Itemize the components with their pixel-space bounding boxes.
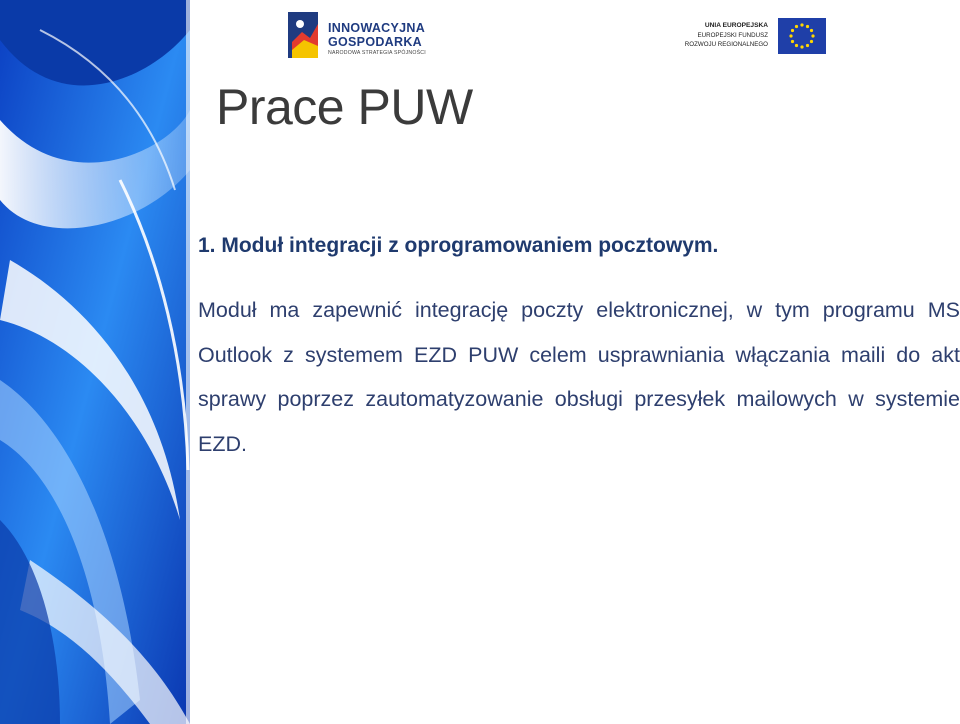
left-logo-line1: INNOWACYJNA — [328, 21, 426, 35]
innovative-economy-logo — [288, 12, 448, 60]
left-logo-line3: NARODOWA STRATEGIA SPÓJNOŚCI — [328, 50, 426, 56]
blue-swirl-decoration — [0, 0, 190, 724]
eu-logo — [684, 16, 826, 56]
right-logo-line1: UNIA EUROPEJSKA — [704, 22, 768, 29]
right-logo-line3: ROZWOJU REGIONALNEGO — [684, 41, 768, 48]
left-logo-line2: GOSPODARKA — [328, 35, 422, 49]
eu-flag-icon — [778, 18, 826, 54]
slide-title: Prace PUW — [216, 79, 473, 135]
right-logo-line2: EUROPEJSKI FUNDUSZ — [697, 32, 768, 39]
innovative-economy-logo-icon — [288, 12, 322, 58]
body-paragraph: Moduł ma zapewnić integrację poczty elektronicznej, w tym programu MS Outlook z systemem EZD PUW celem usprawniania włączania maili do akt sprawy poprzez zautomatyzowanie obsługi przesyłek mailowych w systemie EZD. — [198, 298, 960, 456]
section-heading: 1. Moduł integracji z oprogramowaniem pocztowym. — [198, 234, 719, 257]
